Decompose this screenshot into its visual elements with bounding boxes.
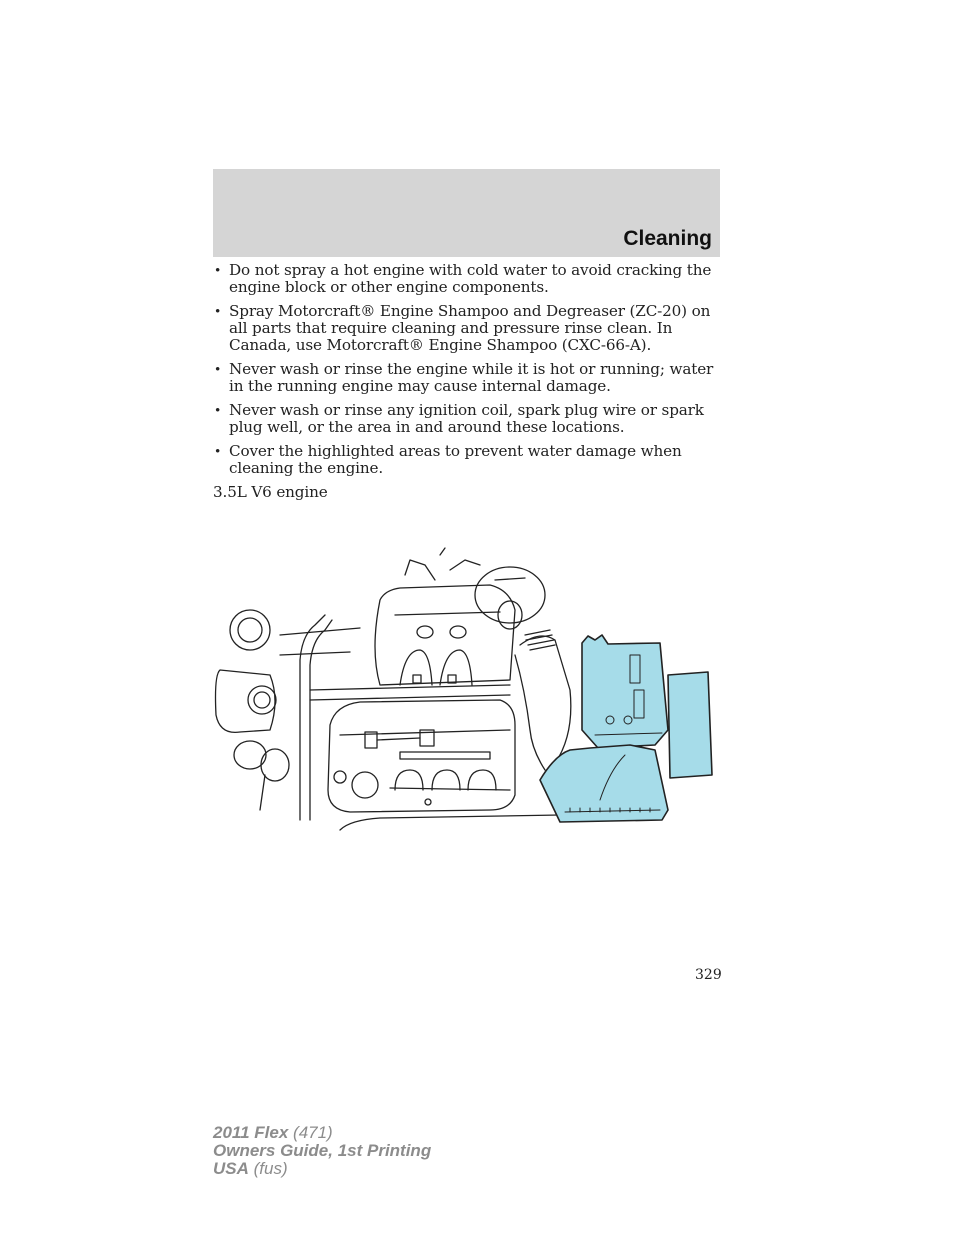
bullet-text: Spray Motorcraft® Engine Shampoo and Degreaser (ZC-20) on all parts that require cleaning and pressure rinse clean. In Canada, use Motorcraft® Engine Shampoo (CXC-66-A). — [229, 302, 711, 354]
bullet-item — [213, 361, 723, 395]
valve-cover-icon — [328, 700, 515, 812]
intake-manifold-icon — [375, 548, 515, 685]
bullet-icon: • — [215, 402, 221, 419]
bullet-icon: • — [215, 443, 221, 460]
air-intake-tube-icon — [475, 567, 571, 770]
footer-market: USA — [213, 1159, 249, 1178]
bullet-icon: • — [215, 303, 221, 320]
bullet-text: Never wash or rinse any ignition coil, spark plug wire or spark plug well, or the area in and around these locations. — [229, 401, 704, 436]
figure-caption: 3.5L V6 engine — [213, 483, 328, 501]
footer-guide: Owners Guide, 1st Printing — [213, 1141, 432, 1160]
section-title: Cleaning — [623, 227, 712, 250]
footer-market-code: (fus) — [253, 1159, 288, 1178]
footer-model: 2011 Flex — [213, 1123, 289, 1142]
page-content — [213, 262, 723, 501]
bullet-item — [213, 402, 723, 436]
bullet-icon: • — [215, 262, 221, 279]
bullet-item — [213, 303, 723, 354]
footer-model-code: (471) — [293, 1123, 333, 1142]
engine-illustration — [210, 540, 740, 835]
bullet-item — [213, 262, 723, 296]
bullet-text: Never wash or rinse the engine while it is hot or running; water in the running engine may cause internal damage. — [229, 360, 714, 395]
bullet-icon: • — [215, 361, 221, 378]
battery-highlight — [540, 635, 712, 822]
bullet-text: Cover the highlighted areas to prevent water damage when cleaning the engine. — [229, 442, 682, 477]
section-header-banner — [213, 169, 720, 257]
coolant-reservoir-icon — [216, 610, 290, 810]
bullet-text: Do not spray a hot engine with cold water to avoid cracking the engine block or other engine components. — [229, 261, 712, 296]
document-footer — [213, 1124, 431, 1178]
bullet-item — [213, 443, 723, 477]
page-number: 329 — [695, 967, 722, 983]
